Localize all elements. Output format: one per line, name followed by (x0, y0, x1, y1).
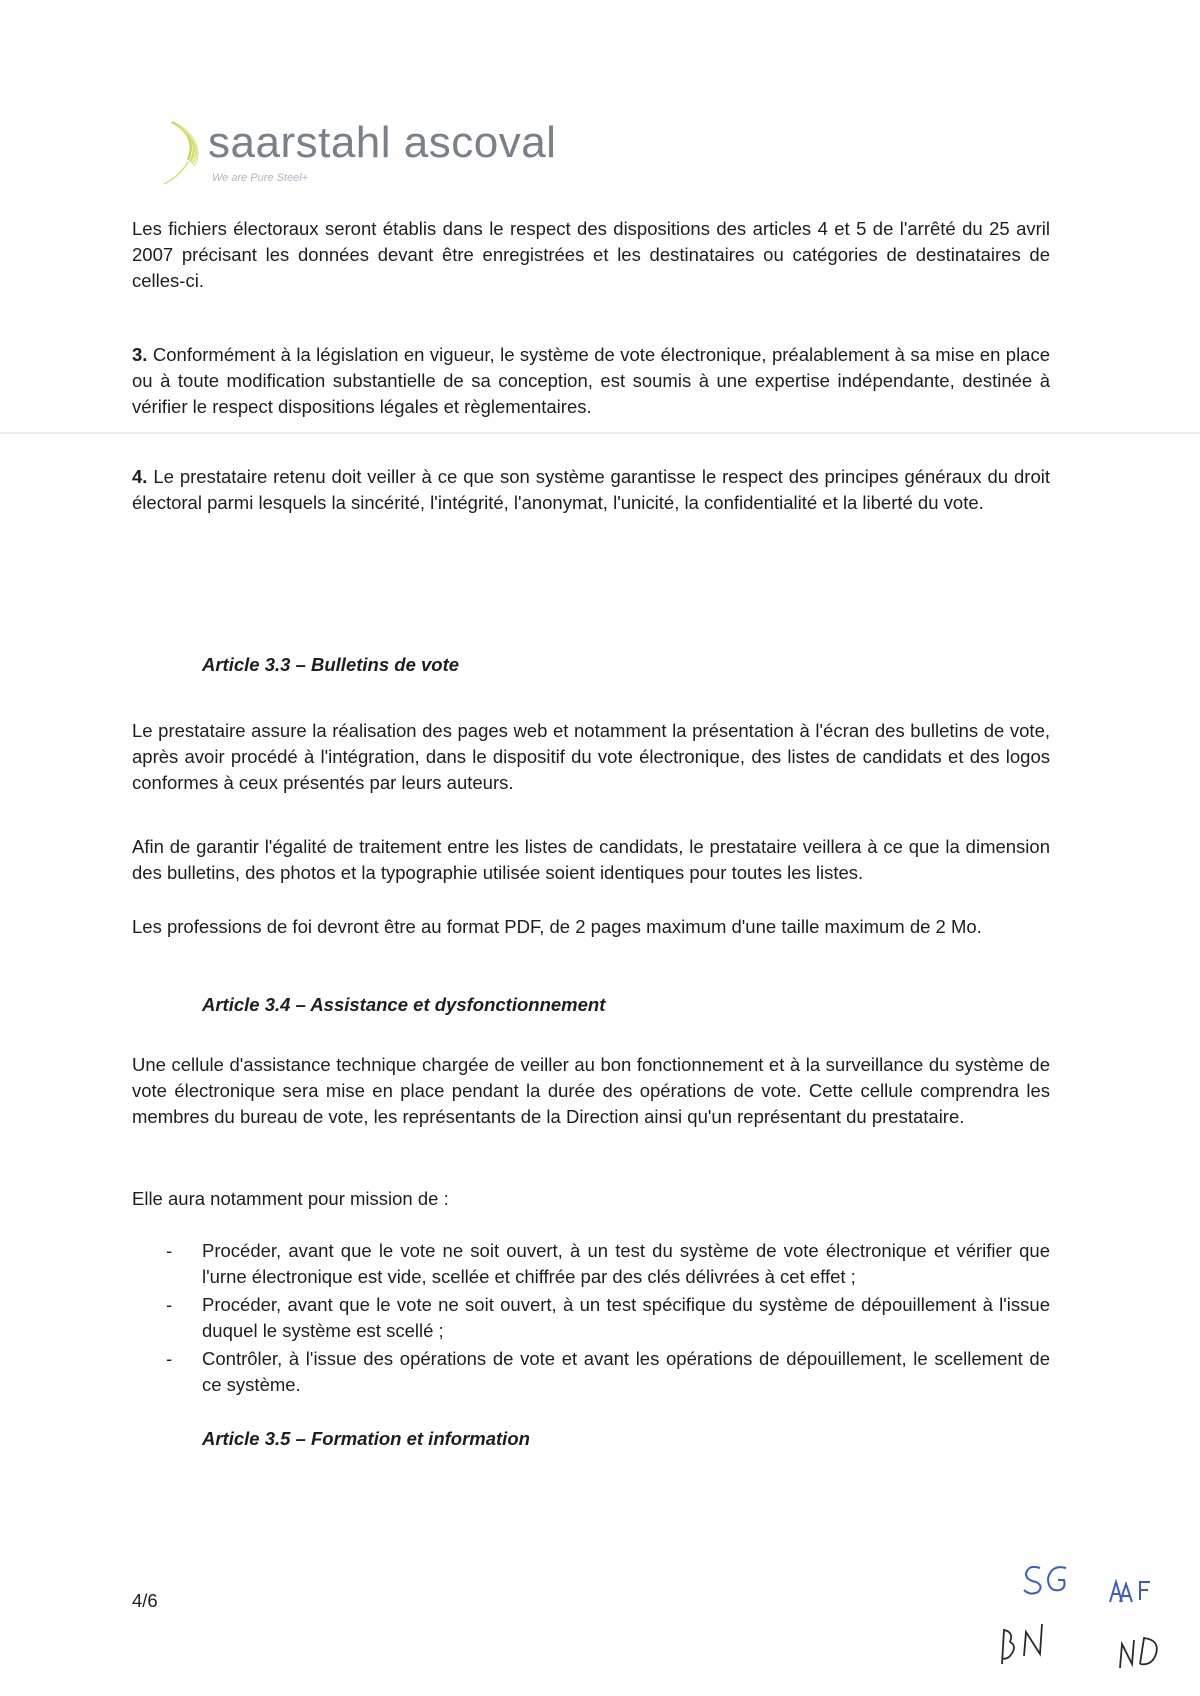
list-item: - Contrôler, à l'issue des opérations de vote et avant les opérations de dépouillement, le scellement de ce système. (132, 1346, 1050, 1398)
scan-artifact-line (0, 432, 1200, 434)
paragraph-pdf-format: Les professions de foi devront être au format PDF, de 2 pages maximum d'une taille maximum de 2 Mo. (132, 916, 982, 937)
logo-swoosh-icon (158, 118, 206, 188)
paragraph-principles (132, 464, 1050, 516)
paragraph-assistance-cell: Une cellule d'assistance technique chargée de veiller au bon fonctionnement et à la surveillance du système de vote électronique sera mise en place pendant la durée des opérations de vote. Cette cellule comprendra les membres du bureau de vote, les représentants de la Direction ainsi qu'un représentant du prestataire. (132, 1054, 1050, 1127)
paragraph-electoral-files: Les fichiers électoraux seront établis dans le respect des dispositions des articles 4 et 5 de l'arrêté du 25 avril 2007 précisant les données devant être enregistrées et les destinataires ou catégories de destinataires de celles-ci. (132, 218, 1050, 291)
company-logo (158, 112, 557, 192)
paragraph-web-pages: Le prestataire assure la réalisation des pages web et notamment la présentation à l'écran des bulletins de vote, après avoir procédé à l'intégration, dans le dispositif du vote électronique, des listes de candidats et des logos conformes à ceux présentés par leurs auteurs. (132, 720, 1050, 793)
paragraph-text: Le prestataire retenu doit veiller à ce que son système garantisse le respect des principes généraux du droit électoral parmi lesquels la sincérité, l'intégrité, l'anonymat, l'unicité, la confidentialité et la liberté du vote. (132, 466, 1050, 513)
list-item: - Procéder, avant que le vote ne soit ouvert, à un test spécifique du système de dépouillement à l'issue duquel le système est scellé ; (132, 1292, 1050, 1344)
list-item: - Procéder, avant que le vote ne soit ouvert, à un test du système de vote électronique et vérifier que l'urne électronique est vide, scellée et chiffrée par des clés délivrées à cet effet ; (132, 1238, 1050, 1290)
article-3-5-heading: Article 3.5 – Formation et information (202, 1428, 530, 1449)
handwritten-initials (1000, 1560, 1190, 1680)
mission-list (132, 1238, 1050, 1400)
logo-name: saarstahl ascoval (208, 118, 557, 167)
paragraph-expertise (132, 342, 1050, 420)
page-number: 4/6 (132, 1590, 158, 1611)
paragraph-number: 3. (132, 344, 148, 365)
paragraph-equal-treatment: Afin de garantir l'égalité de traitement entre les listes de candidats, le prestataire veillera à ce que la dimension des bulletins, des photos et la typographie utilisée soient identiques pour toutes les listes. (132, 836, 1050, 883)
paragraph-mission-intro: Elle aura notamment pour mission de : (132, 1188, 449, 1209)
article-3-3-heading: Article 3.3 – Bulletins de vote (202, 654, 460, 675)
paragraph-text: Conformément à la législation en vigueur, le système de vote électronique, préalablement à sa mise en place ou à toute modification substantielle de sa conception, est soumis à une expertise indépendante, destinée à vérifier le respect dispositions légales et règlementaires. (132, 344, 1051, 417)
logo-tagline: We are Pure Steel+ (212, 172, 309, 184)
paragraph-number: 4. (132, 466, 148, 487)
article-3-4-heading: Article 3.4 – Assistance et dysfonctionnement (202, 994, 606, 1015)
